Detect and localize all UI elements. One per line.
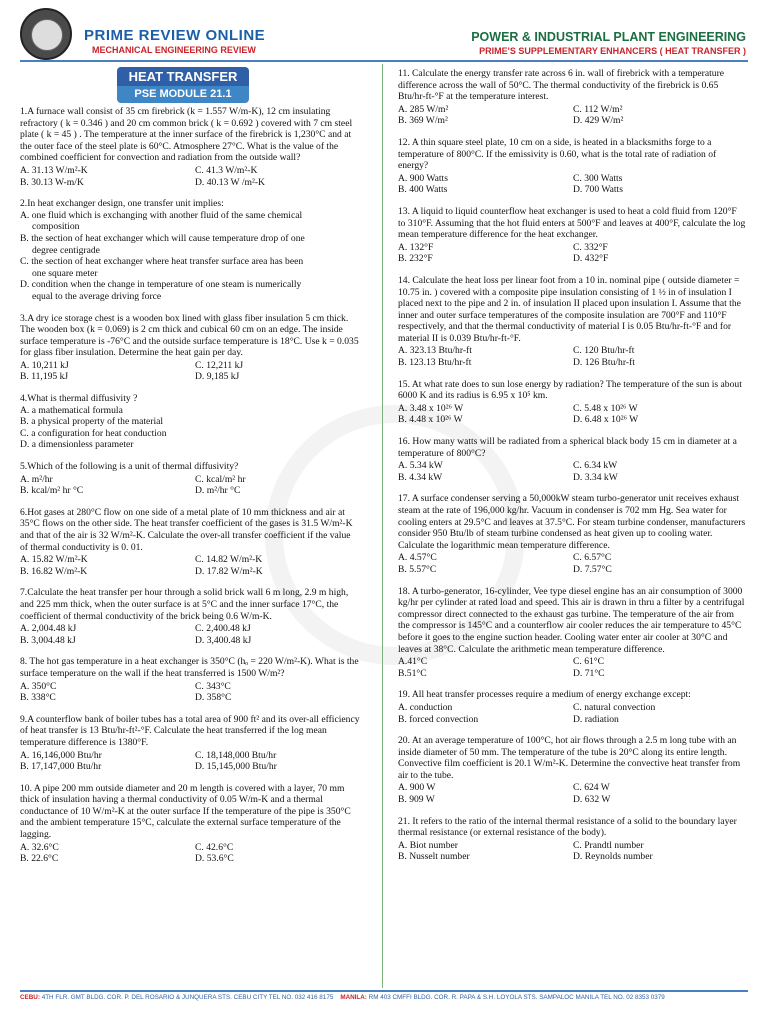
answer-choice: B. 4.34 kW — [398, 471, 443, 483]
question-item — [20, 656, 360, 703]
answer-choice: C. natural convection — [573, 701, 656, 713]
answer-choice: D. 17.82 W/m²-K — [195, 565, 263, 577]
answer-choice: C. 18,148,000 Btu/hr — [195, 749, 277, 761]
question-item — [398, 206, 746, 265]
answer-choice: D. 40.13 W /m²-K — [195, 176, 265, 188]
module-number: PSE MODULE 21.1 — [117, 86, 249, 103]
answer-choice: A. Biot number — [398, 839, 458, 851]
brand-subtitle: MECHANICAL ENGINEERING REVIEW — [92, 45, 256, 55]
answer-choice: C. the section of heat exchanger where heat transfer surface area has been — [20, 256, 304, 268]
answer-choices — [398, 173, 746, 196]
answer-choices — [20, 405, 360, 451]
answer-choices — [398, 460, 746, 483]
answer-choice: C. 343°C — [195, 680, 231, 692]
question-item — [398, 493, 746, 575]
answer-choice: C. 300 Watts — [573, 172, 623, 184]
answer-choices — [398, 345, 746, 368]
answer-choice: B. 338°C — [20, 692, 56, 704]
answer-choice: D. 15,145,000 Btu/hr — [195, 761, 277, 773]
right-question-column — [398, 68, 746, 873]
answer-choice: A. one fluid which is exchanging with another fluid of the same chemical — [20, 209, 303, 221]
page-footer — [20, 994, 748, 1001]
answer-choices — [398, 552, 746, 575]
question-stem: 5.Which of the following is a unit of thermal diffusivity? — [20, 461, 239, 473]
question-item — [398, 137, 746, 196]
question-item — [398, 586, 746, 680]
answer-choice: C. a configuration for heat conduction — [20, 427, 167, 439]
question-stem: 20. At an average temperature of 100°C, hot air flows through a 2.5 m long tube with an inside diameter of 50 mm. The temperature of the tube is 20°C along its entire length. Convective film coefficient is 20.1 W/m²-K. Determine the convective heat transfer from air to the tube. — [398, 735, 741, 781]
answer-choices — [20, 165, 360, 188]
answer-choice: B. 5.57°C — [398, 563, 437, 575]
answer-choice: composition — [32, 221, 80, 233]
answer-choice: B. 232°F — [398, 253, 433, 265]
answer-choice: A. m²/hr — [20, 473, 53, 485]
question-item — [20, 714, 360, 773]
answer-choice: C. 624 W — [573, 782, 610, 794]
answer-choice: A. 5.34 kW — [398, 460, 443, 472]
answer-choice: B. 909 W — [398, 794, 435, 806]
answer-choice: A. 323.13 Btu/hr-ft — [398, 345, 472, 357]
question-stem: 7.Calculate the heat transfer per hour through a solid brick wall 6 m long, 2.9 m high, and 225 mm thick, when the outer surface is at 5°C and the inner surface 17°C, the coefficient of thermal conductivity of the brick being 0.6 W/m-K. — [20, 587, 349, 622]
answer-choice: C. 5.48 x 10²⁶ W — [573, 402, 638, 414]
answer-choice: C. 42.6°C — [195, 841, 234, 853]
answer-choice: D. 71°C — [573, 667, 605, 679]
question-stem: 12. A thin square steel plate, 10 cm on a side, is heated in a blacksmiths forge to a temperature of 800°C. If the emissivity is 0.60, what is the total rate of radiation of energy? — [398, 136, 717, 172]
module-topic: HEAT TRANSFER — [117, 67, 249, 86]
answer-choice: C. 61°C — [573, 656, 605, 668]
answer-choices — [398, 656, 746, 679]
question-item — [20, 198, 360, 302]
answer-choice: D. 3.34 kW — [573, 471, 618, 483]
answer-choices — [20, 842, 360, 865]
question-stem: 6.Hot gases at 280°C flow on one side of a metal plate of 10 mm thickness and air at 35°C flows on the other side. The heat transfer coefficient of the gases is 31.5 W/m²-K and that of the air is 32 W/m²-K. Calculate the over-all transfer coefficient if the value of thermal conductivity is 0. 01. — [20, 506, 353, 553]
answer-choice: D. 7.57°C — [573, 563, 612, 575]
answer-choices — [20, 750, 360, 773]
answer-choice: D. Reynolds number — [573, 851, 653, 863]
question-stem: 11. Calculate the energy transfer rate across 6 in. wall of firebrick with a temperature difference across the wall of 50°C. The thermal conductivity of the firebrick is 0.65 Btu/hr-ft-°F at the temperature interest. — [398, 68, 725, 103]
prime-review-logo — [20, 8, 72, 60]
answer-choice: C. 6.34 kW — [573, 460, 618, 472]
question-item — [398, 689, 746, 725]
question-item — [20, 587, 360, 646]
question-item — [398, 379, 746, 426]
answer-choice: B. 11,195 kJ — [20, 371, 69, 383]
answer-choice: B. 30.13 W-m/K — [20, 176, 84, 188]
answer-choice: D. condition when the change in temperature of one steam is numerically — [20, 279, 302, 291]
answer-choice: B. Nusselt number — [398, 851, 470, 863]
answer-choice: B. 17,147,000 Btu/hr — [20, 761, 102, 773]
answer-choices — [20, 681, 360, 704]
answer-choice: A. 900 W — [398, 782, 436, 794]
cebu-label: CEBU: — [20, 994, 40, 1001]
question-item — [398, 68, 746, 127]
answer-choice: A. a mathematical formula — [20, 404, 123, 416]
question-stem: 21. It refers to the ratio of the internal thermal resistance of a solid to the boundary layer thermal resistance (or external resistance of the body). — [398, 815, 737, 839]
answer-choice: D. 700 Watts — [573, 184, 623, 196]
question-item — [398, 436, 746, 483]
answer-choice: equal to the average driving force — [32, 290, 162, 302]
question-item — [20, 313, 360, 384]
module-badge — [117, 67, 249, 103]
answer-choice: C. 2,400.48 kJ — [195, 623, 251, 635]
course-subtitle: PRIME'S SUPPLEMENTARY ENHANCERS ( HEAT TRANSFER ) — [479, 46, 746, 56]
answer-choice: B. 3,004.48 kJ — [20, 634, 76, 646]
answer-choice: B. 369 W/m² — [398, 115, 448, 127]
answer-choice: D. 6.48 x 10²⁶ W — [573, 414, 639, 426]
answer-choice: A. 10,211 kJ — [20, 359, 69, 371]
question-stem: 2.In heat exchanger design, one transfer unit implies: — [20, 198, 224, 210]
question-stem: 4.What is thermal diffusivity ? — [20, 393, 138, 405]
answer-choices — [398, 242, 746, 265]
answer-choice: C. 332°F — [573, 241, 608, 253]
answer-choice: A. 285 W/m² — [398, 103, 449, 115]
question-item — [20, 393, 360, 451]
answer-choice: D. 429 W/m² — [573, 115, 624, 127]
answer-choice: C. 41.3 W/m²-K — [195, 164, 258, 176]
answer-choice: one square meter — [32, 267, 98, 279]
question-stem: 15. At what rate does to sun lose energy by radiation? The temperature of the sun is about 6000 K and its radius is 6.95 x 10⁵ km. — [398, 378, 742, 402]
answer-choices — [398, 702, 746, 725]
answer-choice: B. a physical property of the material — [20, 416, 164, 428]
answer-choice: C. kcal/m² hr — [195, 473, 246, 485]
answer-choice: B.51°C — [398, 667, 427, 679]
answer-choice: C. 120 Btu/hr-ft — [573, 345, 635, 357]
answer-choice: B. 16.82 W/m²-K — [20, 565, 88, 577]
answer-choices — [20, 474, 360, 497]
answer-choice: A. 900 Watts — [398, 172, 448, 184]
question-stem: 1.A furnace wall consist of 35 cm firebrick (k = 1.557 W/m-K), 12 cm insulating refractory ( k = 0.346 ) and 20 cm common brick ( k = 0.692 ) covered with 7 cm steel plate ( k = 45 ) . The temperature at the inner surface of the firebrick is 1,230°C and at the outer face of the steel plate is 60°C. Atmosphere 27°C. What is the value of the combined coefficient for convection and radiation from the outside wall? — [20, 106, 353, 164]
answer-choice: D. 53.6°C — [195, 853, 234, 865]
question-item — [20, 461, 360, 497]
answer-choices — [20, 360, 360, 383]
question-stem: 16. How many watts will be radiated from a spherical black body 15 cm in diameter at a temperature of 800°C? — [398, 436, 737, 459]
answer-choice: D. 358°C — [195, 692, 232, 704]
answer-choice: A. 16,146,000 Btu/hr — [20, 749, 102, 761]
answer-choice: C. 112 W/m² — [573, 103, 623, 115]
answer-choice: A. 350°C — [20, 680, 57, 692]
answer-choice: D. 9,185 kJ — [195, 371, 240, 383]
cebu-address: 4TH FLR. GMT BLDG. COR. P. DEL ROSARIO & JUNQUERA STS. CEBU CITY TEL NO. 032 416 8175 — [41, 994, 334, 1001]
answer-choices — [398, 104, 746, 127]
answer-choices — [20, 554, 360, 577]
answer-choices — [398, 840, 746, 863]
question-stem: 17. A surface condenser serving a 50,000kW steam turbo-generator unit receives exhaust steam at the rate of 196,000 kg/hr. Vacuum in condenser is 702 mm Hg. Sea water for cooling enters at 29.5°C and leaves at 37.5°C. For steam turbine condenser, manufacturers consider 950 Btu/lb of steam turbine condensed as heat given up to cooling water. Calculate the logarithmic mean temperature difference. — [398, 493, 746, 551]
manila-address: RM 403 CMFFI BLDG. COR. R. PAPA & S.H. LOYOLA STS. SAMPALOC MANILA TEL NO. 02 8353 0379 — [368, 994, 665, 1001]
answer-choice: A. 132°F — [398, 241, 434, 253]
left-question-column — [20, 106, 360, 875]
answer-choice: D. 126 Btu/hr-ft — [573, 357, 635, 369]
question-item — [398, 735, 746, 806]
answer-choice: B. forced convection — [398, 713, 479, 725]
manila-label: MANILA: — [340, 994, 367, 1001]
answer-choice: B. 4.48 x 10²⁶ W — [398, 414, 463, 426]
question-item — [20, 507, 360, 578]
answer-choice: D. m²/hr °C — [195, 485, 241, 497]
answer-choice: B. 123.13 Btu/hr-ft — [398, 357, 472, 369]
question-item — [20, 783, 360, 865]
answer-choice: C. 6.57°C — [573, 552, 612, 564]
question-item — [398, 275, 746, 369]
question-stem: 9.A counterflow bank of boiler tubes has a total area of 900 ft² and its over-all efficiency of heat transfer is 13 Btu/hr-ft²-°F. Calculate the heat transferred if the log mean temperature difference is 1380°F. — [20, 713, 360, 748]
answer-choices — [398, 403, 746, 426]
answer-choice: D. 3,400.48 kJ — [195, 634, 252, 646]
answer-choice: A. 4.57°C — [398, 552, 437, 564]
answer-choice: D. a dimensionless parameter — [20, 439, 134, 451]
answer-choice: A. 31.13 W/m²-K — [20, 164, 88, 176]
question-stem: 3.A dry ice storage chest is a wooden box lined with glass fiber insulation 5 cm thick. The wooden box (k = 0.069) is 2 cm thick and cubical 60 cm on an edge. The inside surface temperature is -76°C and the outside surface temperature is 18°C. Use k = 0.035 for glass fiber insulation. Determine the heat gain per day. — [20, 312, 359, 359]
answer-choice: degree centigrade — [32, 244, 100, 256]
answer-choice: A. 15.82 W/m²-K — [20, 554, 88, 566]
answer-choice: A. 32.6°C — [20, 841, 59, 853]
course-title: POWER & INDUSTRIAL PLANT ENGINEERING — [471, 30, 746, 44]
answer-choices — [398, 782, 746, 805]
answer-choice: A.41°C — [398, 656, 428, 668]
question-stem: 13. A liquid to liquid counterflow heat exchanger is used to heat a cold fluid from 120°F to 310°F. Assuming that the hot fluid enters at 500°F and leaves at 400°F, calculate the log mean temperature difference for the heat exchanger. — [398, 205, 746, 241]
answer-choices — [20, 210, 360, 303]
answer-choices — [20, 623, 360, 646]
answer-choice: D. radiation — [573, 713, 619, 725]
brand-title: PRIME REVIEW ONLINE — [84, 27, 266, 44]
question-stem: 18. A turbo-generator, 16-cylinder, Vee type diesel engine has an air consumption of 3000 kg/hr per cylinder at rated load and speed. This air is drawn in thru a filter by a centrifugal compressor direct connected to the exhaust gas turbine. The temperature of the air from the compressor is 145°C and a counterflow air cooler reduces the air temperature to 45°C before it goes to the engine suction header. Cooling water enter air cooler at 30°C and leaves at 38°C. Calculate the arithmetic mean temperature difference. — [398, 585, 745, 655]
answer-choice: B. 400 Watts — [398, 184, 448, 196]
footer-divider — [20, 990, 748, 992]
question-item — [20, 106, 360, 188]
question-stem: 19. All heat transfer processes require a medium of energy exchange except: — [398, 689, 691, 701]
answer-choice: C. 14.82 W/m²-K — [195, 554, 263, 566]
answer-choice: D. 632 W — [573, 794, 611, 806]
page-header — [0, 0, 768, 62]
answer-choice: B. kcal/m² hr °C — [20, 485, 84, 497]
question-stem: 14. Calculate the heat loss per linear foot from a 10 in. nominal pipe ( outside diameter = 10.75 in. ) covered with a composite pipe insulation consisting of 1 ½ in of insulation I placed next to the pipe and 2 in. of insulation II placed upon insulation I. Assume that the inner and outer surface temperatures of the composite insulation are 700°F and 110°F respectively, and that the thermal conductivity of material I is 0.05 Btu/hr-ft-°F and for material II is 0.039 Btu/hr-ft-°F. — [398, 274, 741, 344]
answer-choice: A. conduction — [398, 701, 453, 713]
answer-choice: A. 2,004.48 kJ — [20, 623, 77, 635]
answer-choice: B. the section of heat exchanger which will cause temperature drop of one — [20, 232, 305, 244]
answer-choice: A. 3.48 x 10²⁶ W — [398, 402, 464, 414]
question-item — [398, 816, 746, 863]
answer-choice: B. 22.6°C — [20, 853, 59, 865]
question-stem: 8. The hot gas temperature in a heat exchanger is 350°C (hₒ = 220 W/m²-K). What is the surface temperature on the wall if the heat transferred is 1500 W/m²? — [20, 656, 359, 679]
answer-choice: C. 12,211 kJ — [195, 359, 244, 371]
header-divider — [20, 60, 748, 62]
answer-choice: C. Prandtl number — [573, 839, 644, 851]
answer-choice: D. 432°F — [573, 253, 609, 265]
question-stem: 10. A pipe 200 mm outside diameter and 20 m length is covered with a layer, 70 mm thick of insulation having a thermal conductivity of 0.05 W/m-K and a thermal conductance of 10 W/m²-K at the outer surface If the temperature of the pipe is 350°C and the ambient temperature 15°C, calculate the external surface temperature of the lagging. — [20, 782, 351, 841]
